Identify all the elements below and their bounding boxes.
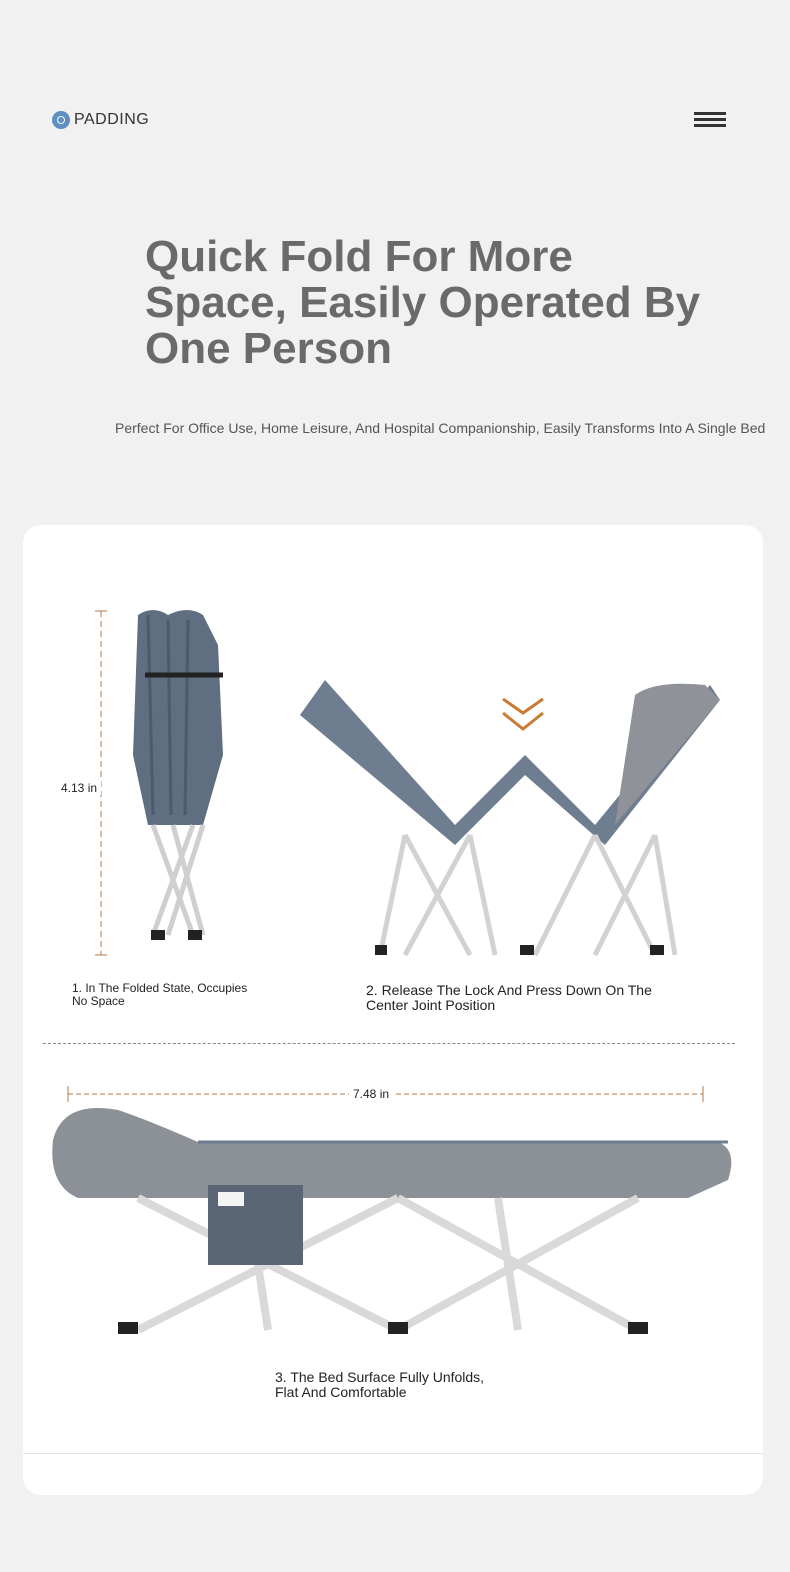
unfolded-length-dimension: 7.48 in xyxy=(349,1087,393,1101)
brand-logo[interactable] xyxy=(52,111,149,129)
step-2-caption: 2. Release The Lock And Press Down On The Center Joint Position xyxy=(366,982,652,1013)
feature-card xyxy=(23,525,763,1495)
folding-bed-image xyxy=(295,675,735,965)
hero-headline: Quick Fold For More Space, Easily Operated By One Person xyxy=(145,232,701,373)
card-footer-divider xyxy=(23,1453,763,1454)
hamburger-menu-icon[interactable] xyxy=(694,112,726,130)
unfolded-bed-image xyxy=(48,1080,748,1345)
magnifier-logo-icon xyxy=(52,111,70,129)
step-3-caption: 3. The Bed Surface Fully Unfolds, Flat And Comfortable xyxy=(275,1369,485,1400)
top-header xyxy=(0,0,790,200)
hero-subline: Perfect For Office Use, Home Leisure, And Hospital Companionship, Easily Transforms Into A Single Bed xyxy=(115,420,766,436)
section-divider xyxy=(43,1043,735,1044)
brand-name: PADDING xyxy=(74,111,150,128)
step-1-caption: 1. In The Folded State, Occupies No Space xyxy=(72,981,248,1008)
folded-height-dimension: 4.13 in xyxy=(57,781,101,795)
